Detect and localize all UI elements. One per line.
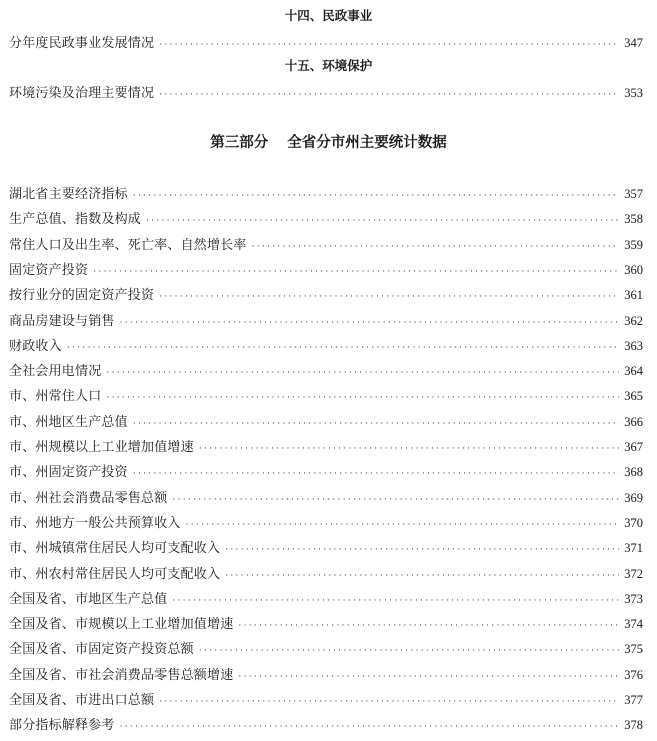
toc-entry[interactable] [9,312,643,330]
toc-entry[interactable] [9,615,643,633]
toc-page-number: 370 [624,515,643,530]
dot-leader [159,36,619,54]
toc-page-number: 347 [624,36,643,50]
toc-entry[interactable] [9,438,643,456]
toc-page-number: 373 [624,591,643,606]
toc-entry-title: 固定资产投资 [9,262,89,278]
toc-entry-title: 分年度民政事业发展情况 [9,36,155,51]
toc-page-number: 353 [624,86,643,100]
dot-leader [199,642,619,660]
toc-page-number: 359 [624,237,643,252]
toc-entry-title: 全国及省、市固定资产投资总额 [9,642,194,658]
toc-entry-title: 商品房建设与销售 [9,313,115,329]
toc-page-number: 378 [624,718,643,733]
toc-page-number: 361 [624,288,643,303]
dot-leader [93,263,619,281]
toc-entry[interactable] [9,286,643,304]
toc-entry[interactable] [9,236,643,254]
section-heading-environment: 十五、环境保护 [284,58,373,73]
toc-entry-title: 全国及省、市规模以上工业增加值增速 [9,617,234,633]
toc-page-number: 365 [624,389,643,404]
dot-leader [172,592,619,610]
toc-page-number: 375 [624,642,643,657]
toc-entry[interactable] [9,34,643,52]
toc-entry[interactable] [9,640,643,658]
toc-page-number: 362 [624,313,643,328]
toc-page-number: 369 [624,490,643,505]
dot-leader [199,440,619,458]
toc-entry[interactable] [9,590,643,608]
toc-entry-title: 财政收入 [9,338,62,354]
toc-entry-title: 市、州常住人口 [9,389,102,405]
dot-leader [133,187,619,205]
toc-page-number: 374 [624,617,643,632]
toc-entry[interactable] [9,84,643,102]
toc-entry-title: 市、州固定资产投资 [9,465,128,481]
toc-page-number: 364 [624,364,643,379]
dot-leader [67,339,619,357]
toc-entry[interactable] [9,210,643,228]
dot-leader [106,364,619,382]
toc-entry[interactable] [9,413,643,431]
toc-entry[interactable] [9,565,643,583]
dot-leader [133,465,619,483]
toc-entry-title: 常住人口及出生率、死亡率、自然增长率 [9,237,247,253]
toc-entry-title: 市、州社会消费品零售总额 [9,490,168,506]
toc-entry[interactable] [9,539,643,557]
toc-page-number: 367 [624,440,643,454]
toc-page-number: 366 [624,414,643,429]
toc-page-number: 358 [624,212,643,227]
toc-page-number: 368 [624,465,643,480]
toc-entry-title: 按行业分的固定资产投资 [9,288,155,304]
dot-leader [238,617,619,635]
toc-entry-title: 全国及省、市进出口总额 [9,693,155,708]
toc-entry[interactable] [9,489,643,507]
toc-entry[interactable] [9,514,643,532]
dot-leader [159,86,619,104]
toc-page-number: 372 [624,566,643,581]
toc-entry-title: 生产总值、指数及构成 [9,212,142,228]
dot-leader [159,288,619,306]
dot-leader [172,491,619,509]
toc-entry[interactable] [9,387,643,405]
toc-page-number: 371 [624,541,643,556]
toc-page-number: 357 [624,187,643,201]
toc-entry-title: 湖北省主要经济指标 [9,187,128,202]
dot-leader [225,567,619,585]
toc-entry-title: 全国及省、市地区生产总值 [9,591,168,607]
toc-entry[interactable] [9,691,643,709]
toc-page-number: 360 [624,262,643,277]
dot-leader [120,314,620,332]
toc-entry-title: 部分指标解释参考 [9,718,115,734]
dot-leader [120,718,620,736]
section-heading-civil-affairs: 十四、民政事业 [284,8,373,23]
dot-leader [238,668,619,686]
toc-entry[interactable] [9,463,643,481]
toc-entry-title: 市、州规模以上工业增加值增速 [9,440,194,455]
toc-entry[interactable] [9,261,643,279]
dot-leader [225,541,619,559]
part-title: 第三部分 全省分市州主要统计数据 [210,135,447,151]
dot-leader [186,516,620,534]
toc-page-number: 377 [624,693,643,707]
dot-leader [252,238,620,256]
toc-entry-title: 市、州城镇常住居民人均可支配收入 [9,541,221,557]
toc-entry[interactable] [9,337,643,355]
toc-entry[interactable] [9,185,643,203]
dot-leader [146,212,619,230]
toc-entry-title: 市、州地方一般公共预算收入 [9,515,181,531]
toc-entry[interactable] [9,716,643,734]
dot-leader [106,389,619,407]
toc-entry[interactable] [9,666,643,684]
toc-entry[interactable] [9,362,643,380]
toc-entry-title: 市、州农村常住居民人均可支配收入 [9,566,221,582]
toc-entry-title: 市、州地区生产总值 [9,414,128,430]
dot-leader [133,415,619,433]
toc-page-number: 363 [624,338,643,353]
toc-entry-title: 全国及省、市社会消费品零售总额增速 [9,667,234,683]
toc-entry-title: 环境污染及治理主要情况 [9,86,155,101]
toc-page-number: 376 [624,667,643,682]
dot-leader [159,693,619,711]
toc-entry-title: 全社会用电情况 [9,364,102,380]
